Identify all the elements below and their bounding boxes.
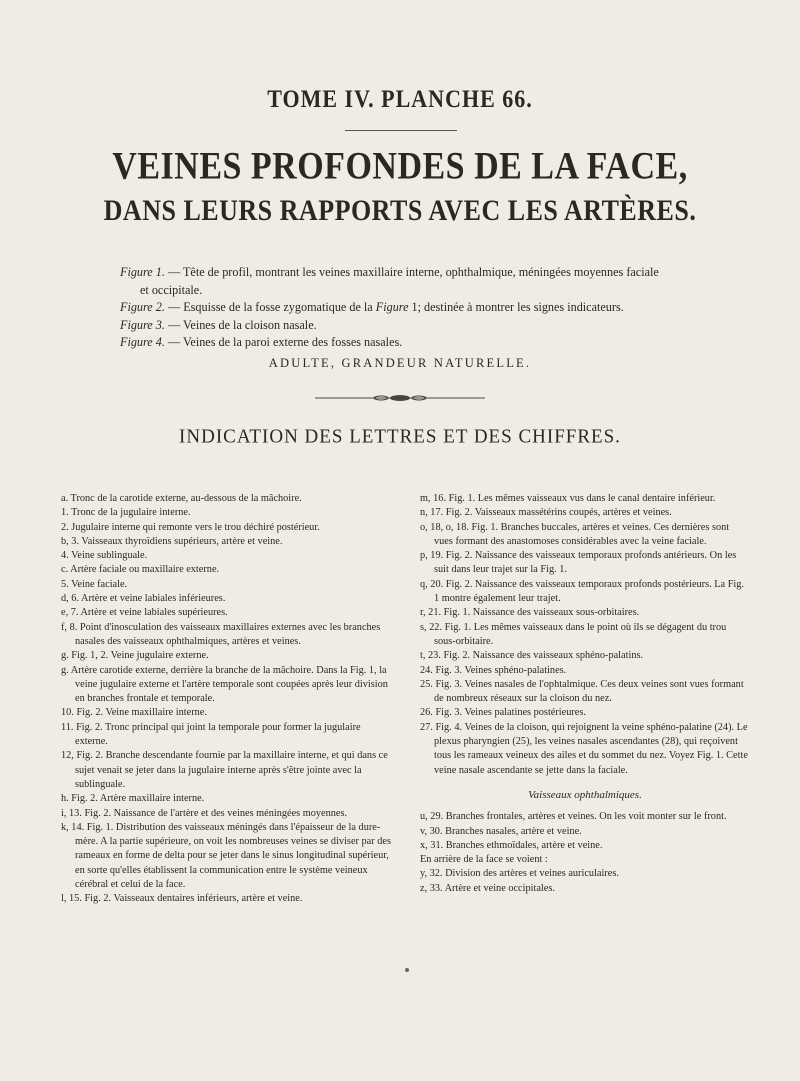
legend-entry: 26. Fig. 3. Veines palatines postérieures.	[420, 707, 586, 719]
figure-1-caption-cont: et occipitale.	[140, 282, 203, 297]
legend-entry: x, 31. Branches ethmoïdales, artère et veine.	[420, 839, 603, 851]
figure-1-label: Figure 1.	[120, 265, 165, 279]
legend-entry: 1. Tronc de la jugulaire interne.	[61, 507, 191, 519]
legend-entry: 2. Jugulaire interne qui remonte vers le trou déchiré postérieur.	[61, 521, 320, 533]
legend-entry: g. Fig. 1, 2. Veine jugulaire externe.	[61, 650, 209, 662]
legend-entry: f, 8. Point d'inosculation des vaisseaux maxillaires externes avec les branches nasales des vaisseaux ophthalmiques, artères et veines.	[61, 621, 381, 647]
legend-right-column	[420, 492, 750, 896]
subheading: Vaisseaux ophthalmiques.	[528, 788, 642, 801]
figure-list	[120, 264, 720, 352]
legend-entry: 11. Fig. 2. Tronc principal qui joint la temporale pour former la jugulaire externe.	[61, 721, 361, 748]
figure-3-caption	[120, 317, 720, 335]
figure-2-text2: 1; destinée à montrer les signes indicateurs.	[411, 300, 624, 314]
legend-entry: o, 18, o, 18. Fig. 1. Branches buccales, artères et veines. Ces dernières sont vues formant des anastomoses considérables avec la veine faciale.	[420, 521, 730, 547]
figure-2-text: — Esquisse de la fosse zygomatique de la	[167, 300, 373, 314]
legend-left-column	[61, 492, 391, 907]
figure-3-text: — Veines de la cloison nasale.	[167, 317, 317, 332]
legend-entry: 10. Fig. 2. Veine maxillaire interne.	[61, 707, 207, 719]
legend-entry: 24. Fig. 3. Veines sphéno-palatines.	[420, 664, 567, 676]
legend-entry: q, 20. Fig. 2. Naissance des vaisseaux temporaux profonds postérieurs. La Fig. 1 montre également leur trajet.	[420, 578, 745, 605]
legend-entry: u, 29. Branches frontales, artères et veines. On les voit monter sur le front.	[420, 811, 727, 823]
legend-entry: 5. Veine faciale.	[61, 578, 128, 590]
figure-2-ref: Figure	[375, 300, 409, 314]
legend-entry: m, 16. Fig. 1. Les mêmes vaisseaux vus dans le canal dentaire inférieur.	[420, 493, 716, 504]
legend-entry: En arrière de la face se voient :	[420, 854, 548, 866]
legend-entry: b, 3. Vaisseaux thyroïdiens supérieurs, artère et veine.	[61, 535, 283, 547]
legend-entry: n, 17. Fig. 2. Vaisseaux massétérins coupés, artères et veines.	[420, 507, 672, 519]
legend-entry: i, 13. Fig. 2. Naissance de l'artère et des veines méningées moyennes.	[61, 807, 348, 819]
paper-speck	[405, 968, 409, 972]
figure-3-label: Figure 3.	[120, 317, 165, 332]
legend-entry: g. Artère carotide externe, derrière la branche de la mâchoire. Dans la Fig. 1, la veine jugulaire externe et l'artère temporale sont coupées après leur division en branches frontale et temporale.	[61, 664, 388, 705]
legend-entry: k, 14. Fig. 1. Distribution des vaisseaux méningés dans l'épaisseur de la dure-mère. A la partie supérieure, on voit les nombreuses veines se diviser par des rameaux en forme de delta pour se jeter dans le sinus longitudinal supérieur, en sorte qu'elles établissent la communication entre le système veineux cérébral et celui de la face.	[61, 821, 391, 891]
legend-entry: s, 22. Fig. 1. Les mêmes vaisseaux dans le point où ils se dégagent du trou sous-orbitaire.	[420, 621, 727, 647]
figure-4-text: — Veines de la paroi externe des fosses nasales.	[167, 335, 403, 349]
legend-entry: z, 33. Artère et veine occipitales.	[420, 882, 555, 894]
page-subtitle: DANS LEURS RAPPORTS AVEC LES ARTÈRES.	[103, 193, 697, 228]
scale-note: ADULTE, GRANDEUR NATURELLE.	[268, 356, 532, 370]
legend-entry: h. Fig. 2. Artère maxillaire interne.	[61, 793, 205, 805]
legend-entry: p, 19. Fig. 2. Naissance des vaisseaux temporaux profonds antérieurs. On les suit dans leur trajet sur la Fig. 1.	[420, 550, 737, 576]
legend-entry: e, 7. Artère et veine labiales supérieures.	[61, 607, 228, 619]
figure-1-text: — Tête de profil, montrant les veines maxillaire interne, ophthalmique, méningées moyennes faciale	[167, 265, 659, 279]
figure-1-caption	[120, 264, 720, 282]
page-title: VEINES PROFONDES DE LA FACE,	[112, 145, 688, 188]
legend-entry: a. Tronc de la carotide externe, au-dessous de la mâchoire.	[61, 493, 302, 504]
legend-entry: 25. Fig. 3. Veines nasales de l'ophtalmique. Ces deux veines sont vues formant de nombreux réseaux sur la cloison du nez.	[420, 678, 744, 705]
legend-entry: l, 15. Fig. 2. Vaisseaux dentaires inférieurs, artère et veine.	[61, 893, 303, 905]
figure-4-label: Figure 4.	[120, 335, 165, 349]
legend-entry: 12, Fig. 2. Branche descendante fournie par la maxillaire interne, et qui dans ce sujet venait se jeter dans la jugulaire interne après s'être jointe avec la sublinguale.	[61, 750, 388, 790]
legend-entry: d, 6. Artère et veine labiales inférieures.	[61, 593, 226, 605]
section-heading: INDICATION DES LETTRES ET DES CHIFFRES.	[179, 425, 621, 448]
legend-entry: v, 30. Branches nasales, artère et veine.	[420, 825, 582, 837]
legend-entry: 4. Veine sublinguale.	[61, 550, 148, 562]
figure-4-caption	[120, 334, 720, 352]
legend-entry: 27. Fig. 4. Veines de la cloison, qui rejoignent la veine sphéno-palatine (24). Le plexus pharyngien (25), les veines nasales ascendantes (28), qui reçoivent tous les rameaux veineux des ailes et du sommet du nez. Voyez Fig. 1. Cette veine nasale ascendante se jette dans la faciale.	[420, 721, 748, 776]
figure-2-caption	[120, 299, 720, 317]
plate-number: TOME IV. PLANCHE 66.	[267, 84, 533, 113]
legend-entry: c. Artère faciale ou maxillaire externe.	[61, 564, 220, 576]
legend-entry: y, 32. Division des artères et veines auriculaires.	[420, 868, 619, 880]
ornament-divider	[315, 392, 485, 404]
divider-rule	[345, 130, 457, 131]
legend-entry: r, 21. Fig. 1. Naissance des vaisseaux sous-orbitaires.	[420, 607, 640, 619]
figure-2-label: Figure 2.	[120, 300, 165, 314]
legend-entry: t, 23. Fig. 2. Naissance des vaisseaux sphéno-palatins.	[420, 650, 644, 662]
